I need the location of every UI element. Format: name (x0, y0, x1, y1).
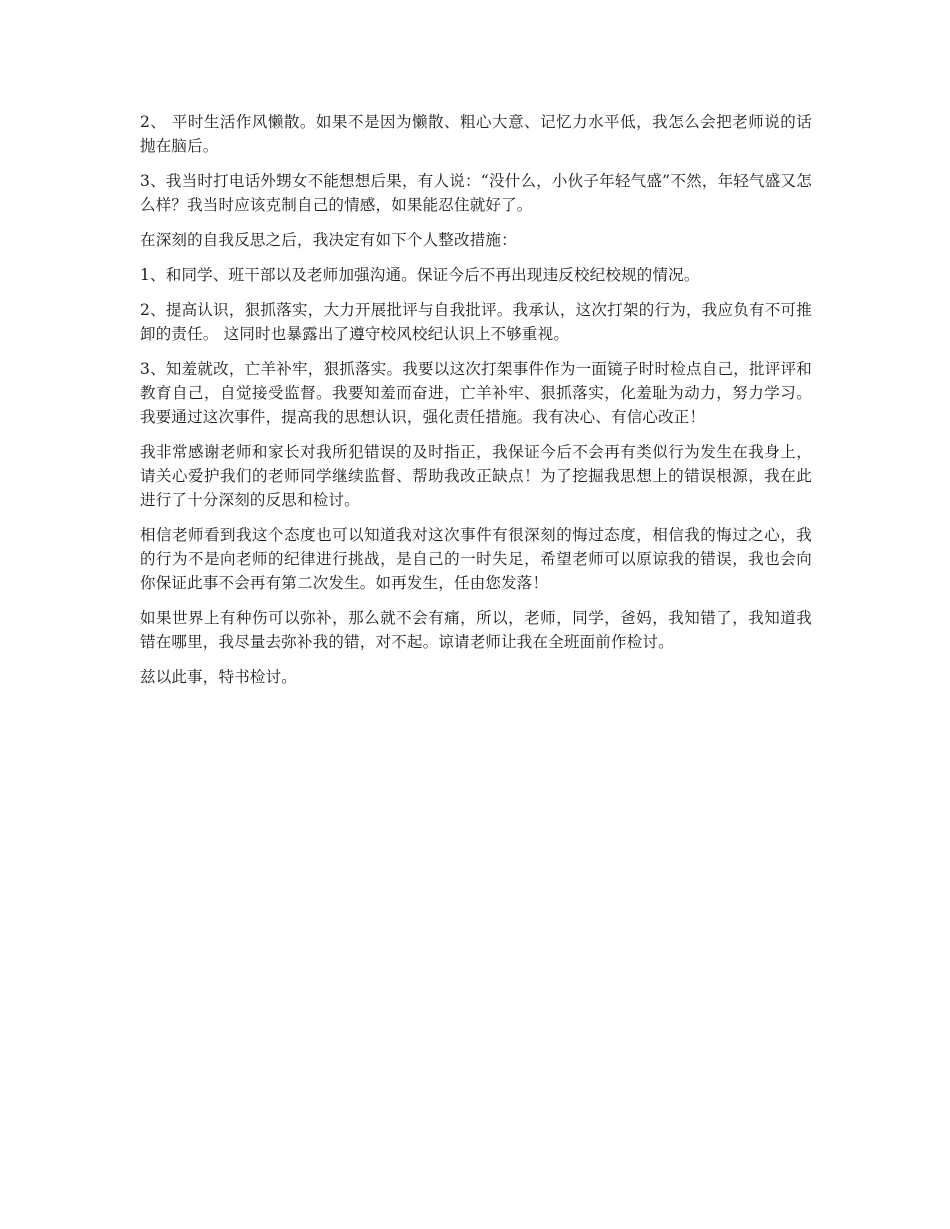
paragraph-measure-2: 2、提高认识，狠抓落实，大力开展批评与自我批评。我承认，这次打架的行为，我应负有不可推卸的责任。 这同时也暴露出了遵守校风校纪认识上不够重视。 (140, 301, 812, 343)
paragraph-apology: 如果世界上有种伤可以弥补，那么就不会有痛，所以，老师，同学，爸妈，我知错了，我知道我错在哪里，我尽量去弥补我的错，对不起。谅请老师让我在全班面前作检讨。 (140, 609, 812, 651)
paragraph-point-3-phone-call: 3、我当时打电话外甥女不能想想后果，有人说：“没什么，小伙子年轻气盛”不然，年轻气盛又怎么样？我当时应该克制自己的情感，如果能忍住就好了。 (140, 172, 812, 214)
paragraph-thanks: 我非常感谢老师和家长对我所犯错误的及时指正，我保证今后不会再有类似行为发生在我身上，请关心爱护我们的老师同学继续监督、帮助我改正缺点！为了挖掘我思想上的错误根源，我在此进行了十分深刻的反思和检讨。 (140, 443, 812, 509)
paragraph-repentance: 相信老师看到我这个态度也可以知道我对这次事件有很深刻的悔过态度，相信我的悔过之心，我的行为不是向老师的纪律进行挑战，是自己的一时失足，希望老师可以原谅我的错误，我也会向你保证此事不会再有第二次发生。如再发生，任由您发落！ (140, 526, 812, 592)
paragraph-measure-3: 3、知羞就改，亡羊补牢，狠抓落实。我要以这次打架事件作为一面镜子时时检点自己，批评评和教育自己，自觉接受监督。我要知羞而奋进，亡羊补牢、狠抓落实，化羞耻为动力，努力学习。我要通过这次事件，提高我的思想认识，强化责任措施。我有决心、有信心改正！ (140, 360, 812, 426)
paragraph-closing: 兹以此事，特书检讨。 (140, 668, 298, 686)
paragraph-point-2-laziness: 2、 平时生活作风懒散。如果不是因为懒散、粗心大意、记忆力水平低，我怎么会把老师说的话抛在脑后。 (140, 113, 812, 155)
document-page (140, 110, 812, 700)
paragraph-measure-1: 1、和同学、班干部以及老师加强沟通。保证今后不再出现违反校纪校规的情况。 (140, 266, 700, 284)
paragraph-measures-intro: 在深刻的自我反思之后，我决定有如下个人整改措施： (140, 231, 517, 249)
